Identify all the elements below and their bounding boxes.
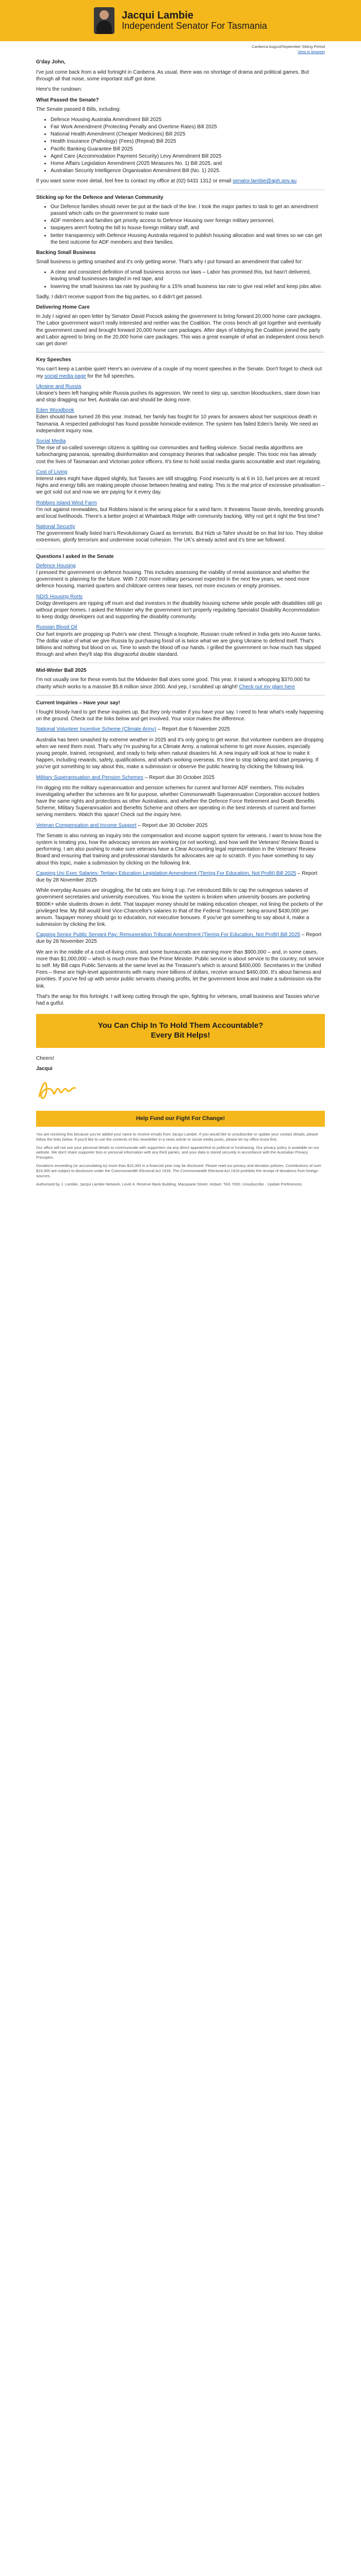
speech-item bbox=[36, 469, 325, 496]
speech-title-link[interactable]: National Security bbox=[36, 524, 75, 530]
list-item: • Aged Care (Accommodation Payment Security) Levy Amendment Bill 2025 bbox=[51, 153, 325, 160]
view-bar bbox=[36, 41, 325, 59]
list-item: • Pacific Banking Guarantee Bill 2025 bbox=[51, 146, 325, 152]
question-text: I pressed the government on defence housing. This includes assessing the viability of rental assistance and whether the government is planning for the future. With 7,000 more military personnel expected in the next few years, we need more defence housing, married quarters and childcare centres near bases, not more excuses or empty promises. bbox=[36, 570, 310, 589]
greeting: G'day John, bbox=[36, 59, 65, 65]
speech-title-link[interactable]: Cost of Living bbox=[36, 469, 68, 475]
inquiry-title bbox=[36, 726, 325, 733]
inquiry-text: Australia has been smashed by extreme weather in 2025 and it's only going to get worse. But volunteer numbers are dropping when we need them most. That's why I'm pushing for a Climate Army, a national scheme to get more Aussies, especially young people, trained, recognised, and ready to help when natural disasters hit. A new inquiry will look at how to make it happen, including rewards, safety, qualifications, and what's working overseas. It's time to stop talking and start preparing. If you've got something to say about this, make a submission or observe the public hearing by clicking the following link. bbox=[36, 737, 324, 770]
sitting-period: Canberra August/September Sitting Period bbox=[252, 44, 325, 49]
passed-lead: The Senate passed 8 Bills, including: bbox=[36, 106, 121, 112]
list-item: • Health Insurance (Pathology) (Fees) (Repeal) Bill 2025 bbox=[51, 138, 325, 145]
footer-text: Our office will not use your personal details to communicate with supporters via any direct appeals/text to political or fundraising. Our privacy policy is available on our website. We don't share supporter lists or personal information with any third parties, and your data is stored securely in accordance with the Australian Privacy Principles. bbox=[36, 1145, 319, 1160]
cta-line-1: You Can Chip In To Hold Them Accountable? bbox=[97, 1021, 264, 1030]
footer-text: You are receiving this because you've added your name to receive emails from Jacqui Lambie. If you would like to unsubscribe or update your contact details, please follow the links below. If you'd like to use the contents of this newsletter in a news article or social media posts, please let my office know first. bbox=[36, 1131, 318, 1142]
bills-list bbox=[36, 116, 325, 175]
small-business-list bbox=[36, 269, 325, 290]
email-link[interactable]: senator.lambie@aph.gov.au bbox=[233, 178, 297, 184]
speech-item bbox=[36, 523, 325, 544]
speech-text: I'm not against renewables, but Robbins Island is the wrong place for a wind farm. It threatens Tassie devils, breeding grounds and local livelihoods. There's a better project at Whaleback Ridge with community backing. Why not get it right the first time? bbox=[36, 506, 324, 519]
inquiry-item bbox=[36, 774, 325, 819]
signoff-cheers: Cheers! bbox=[36, 1055, 55, 1061]
small-business-heading: Backing Small Business bbox=[36, 249, 96, 256]
inquiry-text: While everyday Aussies are struggling, the fat cats are living it up. I've introduced Bills to cap the outrageous salaries of government secretaries and university executives. You know the system is broken when university bosses are pocketing $900K+ while students drown in debt. That taxpayer money should be making education cheaper, not lining the pockets of the privileged few. My Bill would limit Vice-Chancellor's salaries to that of the Federal Treasurer: being around $430,000 per annum. Taxpayer money should go to education, not executive bonuses. If you've got something to say about it, make a submission by clicking the link. bbox=[36, 888, 323, 928]
signoff-name: Jacqui bbox=[36, 1065, 53, 1072]
inquiry-due: – Report due 30 October 2025 bbox=[136, 822, 208, 828]
winter-ball-text bbox=[36, 676, 325, 690]
inquiry-item bbox=[36, 870, 325, 928]
home-care-heading: Delivering Home Care bbox=[36, 304, 90, 311]
passed-section bbox=[36, 97, 325, 185]
speech-title-link[interactable]: Ukraine and Russia bbox=[36, 383, 81, 389]
header-text bbox=[122, 10, 267, 31]
inquiry-due: – Report due 30 October 2025 bbox=[143, 774, 215, 781]
inquiries-outro: That's the wrap for this fortnight. I will keep cutting through the spin, fighting for veterans, small business and Tassies who've had a gutful. bbox=[36, 993, 320, 1006]
home-care-section bbox=[36, 304, 325, 347]
inquiry-text: The Senate is also running an inquiry into the compensation and income support system for veterans. I want to know how the system is treating you, how the advocacy services are working (or not working), and how well the Veterans' Review Board is performing. I am also pushing to make sure veterans have a Clear Accounting legal representation in the Veterans' Review Board and ensuring that training and professional standards for advocates are up to scratch. If you have something to say about this topic, make a submission by clicking on the following link. bbox=[36, 833, 322, 866]
cta-line-2: Every Bit Helps! bbox=[151, 1030, 210, 1040]
list-item: • Our Defence families should never be put at the back of the line. I took the major parties to task to get an amendment passed which calls on the government to make sure bbox=[51, 204, 325, 217]
defence-heading: Sticking up for the Defence and Veteran Community bbox=[36, 194, 163, 200]
header-banner bbox=[0, 0, 361, 41]
home-care-text: In July I signed an open letter by Senator David Pocock asking the government to bring forward 20,000 home care packages. The Labor government wasn't really interested and neither was the Coalition. The cross bench all got together and eventually the government caved and brought forward 20,000 home care packages. After days of lobbying the Coalition joined the party and Labor agreed to bring on the 20,000 home care packages. This was a great example of what an independent cross bench can get done! bbox=[36, 314, 324, 347]
inquiry-due: – Report due by 28 November 2025 bbox=[36, 932, 322, 945]
question-item bbox=[36, 594, 325, 621]
question-title-link[interactable]: NDIS Housing Rorts bbox=[36, 594, 83, 600]
inquiry-due: – Report due 6 November 2025 bbox=[156, 726, 230, 733]
inquiry-link[interactable]: Capping Senior Public Servant Pay: Remuneration Tribunal Amendment (Tiering For Education, Not Profit) Bill 2025 bbox=[36, 932, 301, 938]
header-role: Independent Senator For Tasmania bbox=[122, 20, 267, 31]
speech-title-link[interactable]: Social Media bbox=[36, 438, 66, 445]
footer-cta-button[interactable]: Help Fund our Fight For Change! bbox=[36, 1111, 325, 1127]
inquiries-intro: I fought bloody hard to get these inquiries up. But they only matter if you have your say. I need to hear what's really happening on the ground. Check out the links below and get involved. Your voice makes the difference. bbox=[36, 709, 324, 722]
inquiry-item bbox=[36, 822, 325, 867]
defence-list bbox=[36, 204, 325, 246]
list-item: • Defence Housing Australia Amendment Bill 2025 bbox=[51, 116, 325, 123]
social-media-link[interactable]: social media page bbox=[44, 373, 86, 379]
question-text: Our fuel imports are propping up Putin's war chest. Through a loophole, Russian crude refined in India gets into Aussie tanks. The dollar value of what we give Russia by purchasing fossil oil is twice what we are giving Ukraine to defend itself. That's billions and nothing but blood on us. Time to wash the blood off our hands. I grilled the government on how much has slipped through and when they'll slap this disgraceful double standard. bbox=[36, 631, 322, 658]
speeches-heading: Key Speeches bbox=[36, 357, 71, 363]
intro-rundown: Here's the rundown: bbox=[36, 87, 83, 93]
speech-text: The rise of so-called sovereign citizens is splitting our communities and fuelling violence. Social media algorithms are turbocharging paranoia, spreading disinformation and conspiracy theories that radicalise people. This toxic mix has already cost the lives of Tasmanian and Victorian police officers. It's time to hold social media giants accountable and start regulating. bbox=[36, 445, 321, 465]
questions-section bbox=[36, 549, 325, 658]
footer-text: Donations exceeding (or accumulating to) more than $16,300 in a financial year may be disclosed. Please read our privacy and donation policies. Contributions of over $16,300 are subject to disclosure under the Commonwealth Electoral Act 1918. The Commonwealth Electoral Act 1918 prohibits the receipt of donations from foreign sources. bbox=[36, 1163, 321, 1178]
winter-ball-body: I'm not usually one for these events but the Midwinter Ball does some good. This year, it raised a whopping $370,000 for charity which works to a massive $5.8 million since 2000. And yep, I scrubbed up alright! bbox=[36, 677, 310, 690]
small-business-section bbox=[36, 249, 325, 300]
inquiry-text: We are in the middle of a cost-of-living crisis, and some bureaucrats are earning more than $900,000 – and, in some cases, more than $1,000,000 – which is much more than the Prime Minister. Public service is about service to the country, not service to self. My Bill caps Public Servants at the same level as the Treasurer's which is around $400,000. Secretaries in the Unified Fees – these are high-level appointments with many more billions of dollars, receive around $460,000. It's about fairness and priorities. If you've fed up with senior public servants chasing profits, let the government know and make a submission via the link. bbox=[36, 949, 324, 989]
list-item: • lowering the small business tax rate by pushing for a 15% small business tax rate to give real relief and keep jobs alive. bbox=[51, 283, 325, 290]
list-item: • ADF members and families get priority access to Defence Housing over foreign military personnel, bbox=[51, 217, 325, 224]
footer-text: Authorised by J. Lambie, Jacqui Lambie Network, Level 4, Reserve Bank Building, Macquarie Street, Hobart, TAS 7000. Unsubscribe · Update Preferences bbox=[36, 1181, 302, 1187]
header-name: Jacqui Lambie bbox=[122, 9, 193, 21]
inquiry-text: I'm digging into the military superannuation and pension schemes for current and former ADF members. This includes investigating whether the schemes are fit for purpose, whether Commonwealth Superannuation Corporation account holders have the same rights and protections as other Australians, and whether the Defence Force Retirement and Death Benefits Scheme, Military Superannuation and Benefits Scheme and others are operating in the best interests of current and former serving members. Watch this space! Check out the inquiry here. bbox=[36, 785, 320, 818]
speech-item bbox=[36, 383, 325, 404]
contact-text: If you want some more detail, feel free to contact my office at (02) 6431 1312 or email bbox=[36, 178, 233, 184]
inquiry-title bbox=[36, 822, 325, 829]
view-in-browser-link[interactable]: View in browser bbox=[298, 49, 325, 54]
inquiry-link[interactable]: National Volunteer Incentive Scheme (Climate Army) bbox=[36, 726, 156, 733]
speeches-intro-text: You can't keep a Lambie quiet! Here's an overview of a couple of my recent speeches in the Senate. Don't forget to check out my bbox=[36, 366, 322, 379]
question-title-link[interactable]: Russian Blood Oil bbox=[36, 624, 77, 631]
speech-title-link[interactable]: Robbins Island Wind Farm bbox=[36, 500, 97, 506]
list-item: • taxpayers aren't footing the bill to house foreign military staff, and bbox=[51, 225, 325, 231]
question-item bbox=[36, 624, 325, 658]
speeches-intro bbox=[36, 366, 325, 379]
question-title-link[interactable]: Defence Housing bbox=[36, 563, 76, 569]
list-item: • Home Affairs Legislation Amendment (2025 Measures No. 1) Bill 2025, and bbox=[51, 160, 325, 167]
inquiry-title bbox=[36, 931, 325, 945]
footer bbox=[36, 1132, 325, 1187]
list-item: • Fair Work Amendment (Protecting Penalty and Overtime Rates) Bill 2025 bbox=[51, 124, 325, 130]
inquiries-heading: Current Inquiries – Have your say! bbox=[36, 700, 120, 706]
small-business-outro: Sadly, I didn't receive support from the big parties, so it didn't get passed. bbox=[36, 294, 203, 300]
speech-text: Eden should have turned 26 this year. Instead, her family has fought for 10 years for answers about her suspicious death in Tasmania. A respected pathologist has found possible homicide evidence. The system has failed Eden's family. We need an independent inquiry now. bbox=[36, 414, 318, 434]
defence-section bbox=[36, 190, 325, 246]
speech-text: Interest rates might have dipped slightly, but Tassies are still struggling. Food insecurity is at 6 in 10, fuel prices are at record highs and energy bills are making people choose between heating and eating. This is the real price of excessive privatisation – we got sold out and now we are paying for it every day. bbox=[36, 476, 325, 496]
speeches-section bbox=[36, 352, 325, 544]
signature-image bbox=[36, 1076, 325, 1105]
inquiry-link[interactable]: Capping Uni Exec Salaries: Tertiary Education Legislation Amendment (Tiering For Education, Not Profit) Bill 2025 bbox=[36, 870, 297, 876]
inquiry-link[interactable]: Veteran Compensation and Income Support bbox=[36, 822, 137, 828]
list-item: • better transparency with Defence Housing Australia required to publish housing allocation and wait times so we can get the best outcome for ADF members and their families. bbox=[51, 232, 325, 246]
passed-heading: What Passed the Senate? bbox=[36, 97, 99, 103]
question-text: Dodgy developers are ripping off mum and dad investors in the disability housing scheme while people with disabilities still go without proper homes. I asked the Minister why the government isn't properly regulating Specialist Disability Accommodation to keep dodgy developers out and supporting the disability community. bbox=[36, 600, 322, 620]
list-item: • National Health Amendment (Cheaper Medicines) Bill 2025 bbox=[51, 131, 325, 138]
speech-item bbox=[36, 438, 325, 465]
list-item: • Australian Security Intelligence Organisation Amendment Bill (No. 1) 2025. bbox=[51, 167, 325, 174]
glam-link[interactable]: Check out my glam here bbox=[239, 684, 295, 690]
donate-cta-button[interactable] bbox=[36, 1014, 325, 1048]
speech-text: Ukraine's been left hanging while Russia pushes its aggression. We need to step up, sanction bloodsuckers, stare down Iran and stop dragging our feet. Australia can and should be doing more. bbox=[36, 390, 320, 403]
inquiry-link[interactable]: Military Superannuation and Pension Schemes bbox=[36, 774, 143, 781]
inquiry-due: – Report due by 28 November 2025 bbox=[36, 870, 318, 883]
winter-ball-heading: Mid-Winter Ball 2025 bbox=[36, 668, 87, 674]
speeches-intro-end: for the full speeches. bbox=[86, 373, 135, 379]
list-item: • A clear and consistent definition of small business across our laws – Labor has promised this, but hasn't delivered, leaving small businesses tangled in red tape, and bbox=[51, 269, 325, 282]
questions-heading: Questions I asked in the Senate bbox=[36, 553, 114, 560]
speech-text: The government finally listed Iran's Revolutionary Guard as terrorists. But Hizb ut-Tahrir should be on that list too. They idolise extremism, glorify terrorism and undermine social cohesion. The UK's already acted and it's time we followed. bbox=[36, 531, 323, 544]
intro-paragraph: I've just come back from a wild fortnight in Canberra. As usual, there was no shortage of drama and political games. But through all that noise, some important stuff got done. bbox=[36, 69, 309, 82]
inquiries-section bbox=[36, 695, 325, 1007]
email-body bbox=[36, 41, 325, 1187]
small-business-intro: Small business is getting smashed and it's only getting worse. That's why I put forward an amendment that called for: bbox=[36, 259, 303, 265]
speech-item bbox=[36, 500, 325, 520]
speech-item bbox=[36, 407, 325, 434]
senator-photo bbox=[94, 7, 114, 34]
winter-ball-section bbox=[36, 663, 325, 690]
speech-title-link[interactable]: Eden Woodbook bbox=[36, 408, 74, 414]
contact-paragraph bbox=[36, 178, 325, 184]
inquiry-title bbox=[36, 774, 325, 781]
inquiry-item bbox=[36, 931, 325, 990]
inquiry-item bbox=[36, 726, 325, 770]
inquiry-title bbox=[36, 870, 325, 884]
question-item bbox=[36, 563, 325, 590]
